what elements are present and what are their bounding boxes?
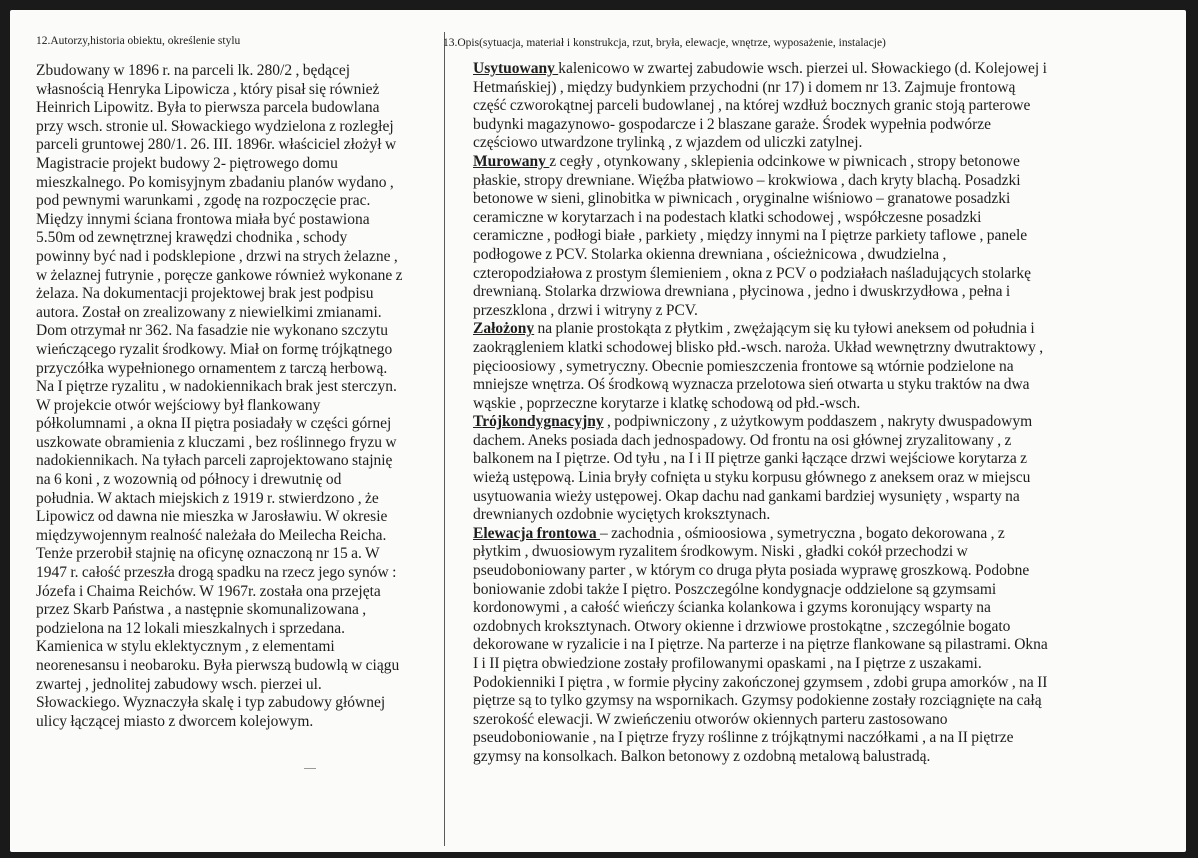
history-text-line: Na I piętrze ryzalitu , w nadokiennikach brak jest sterczyn. [36,378,397,396]
description-text-line [473,60,1168,79]
history-section-header: 12.Autorzy,historia obiektu, określenie stylu [36,35,241,47]
description-text-line [473,692,1168,711]
history-text-line: 5.50m od zewnętrznej krawędzi chodnika , schody [36,229,348,247]
description-line-text: wieżą ustępową. Linia bryły cofnięta u styku korpusu głównego z aneksem oraz w miejscu [473,469,1031,487]
description-line-text: pseudoboniowany parter , w którym co druga płyta posiada wyprawę groszkową. Podobne [473,562,1030,580]
description-text-line [473,469,1168,488]
description-line-text: , podpiwniczony , z użytkowym poddaszem , nakryty dwuspadowym [603,413,1033,431]
description-line-text: wąskie , poprzeczne korytarze i klatkę schodową od płd.-wsch. [473,394,861,412]
description-text-line [473,209,1168,228]
history-text-line: przez Skarb Państwa , a następnie skomunalizowana , [36,601,367,619]
section-keyword: Trójkondygnacyjny [473,413,604,431]
history-text-line: Kamienica w stylu eklektycznym , z elementami [36,638,335,656]
pencil-mark [304,768,316,769]
history-text-line: półkolumnami , a okna II piętra posiadały w części górnej [36,415,392,433]
description-line-text: drewnianych ozdobnie wyciętych kroksztynach. [473,506,771,524]
history-text-line: południa. W aktach miejskich z 1919 r. stwierdzono , że [36,489,379,507]
history-text-line: Zbudowany w 1896 r. na parceli lk. 280/2 , będącej [36,62,351,79]
description-line-text: zaokrągleniem klatki schodowej blisko płd.-wsch. naroża. Układ wewnętrzny dwutraktowy , [473,338,1044,356]
description-line-text: betonowe w sieni, glinobitka w piwnicach , oryginalne wiśniowo – granatowe posadzki [473,190,1011,208]
description-line-text: ceramiczne w korytarzach i na podestach klatki schodowej , współczesne posadzki [473,208,982,226]
description-text-line [473,432,1168,451]
section-keyword: Murowany [473,152,550,170]
description-line-text: płaskie, stropy drewniane. Więźba płatwiowo – krokwiowa , dach kryty blachą. Posadzki [473,171,1021,189]
history-text-line: przy wsch. stronie ul. Słowackiego wydzielona z rozległej [36,117,394,135]
history-text-line: mieszkalnego. Po komisyjnym zbadaniu planów wydano , [36,173,394,191]
history-text-line: powinny być nad i podsklepione , drzwi na strych żelazne , [36,247,398,265]
description-line-text: drewnianą. Stolarka drzwiowa drewniana , płycinowa , jedno i dwuskrzydłowa , pełna i [473,283,1011,301]
description-line-text: częściowo utwardzone trylinką , z wjazdem od uliczki zatylnej. [473,134,863,152]
description-text-line [473,450,1168,469]
history-text-line: Dom otrzymał nr 362. Na fasadzie nie wykonano szczytu [36,322,388,340]
section-keyword: Założony [473,320,535,338]
description-text-line [473,618,1168,637]
description-text-line [473,636,1168,655]
description-line-text: piętrze są to tylko gzymsy na wspornikach. Gzymsy podokienne zostały rozciągnięte na całą [473,692,1042,710]
description-text-line [473,320,1168,339]
history-text-line: W projekcie otwór wejściowy był flankowany [36,396,321,414]
description-line-text: dekorowane w ryzalicie i na I piętrze. Na parterze i na piętrze flankowane są pilastrami. Okna [473,636,1048,654]
description-line-text: kalenicowo w zwartej zabudowie wsch. pierzei ul. Słowackiego (d. Kolejowej i [558,60,1047,77]
history-text-line: Tenże przerobił stajnię na oficynę oznaczoną nr 15 a. W [36,545,380,563]
description-text-line [473,562,1168,581]
description-text-line [473,227,1168,246]
description-column [443,36,1168,767]
history-text-line: nadokiennikach. Na tyłach parceli zaprojektowano stajnię [36,452,393,470]
description-line-text: ozdobnych kroksztynach. Otwory okienne i drzwiowe prostokątne , szczególnie bogato [473,617,1011,635]
history-text-line: wieńczącego ryzalit środkowy. Miał on formę trójkątnego [36,340,393,358]
description-line-text: przeszklona , drzwi i witryny z PCV. [473,301,698,319]
description-line-text: ceramiczne , podłogi białe , parkiety , między innymi na I piętrze parkiety taflowe , panele [473,227,1028,245]
description-line-text: czteropodziałowa z prostym ślemieniem , okna z PCV o podziałach naśladujących stolarkę [473,264,1032,282]
description-text-line [473,339,1168,358]
history-text-line: Słowackiego. Wyznaczyła skalę i typ zabudowy głównej [36,694,386,712]
section-keyword: Elewacja frontowa [473,524,600,542]
description-text-line [473,134,1168,153]
description-text-line [473,395,1168,414]
history-text-line: 1947 r. całość przeszła drogą spadku na rzecz jego synów : [36,564,397,582]
history-text-line: autora. Został on zrealizowany z niewielkimi zmianami. [36,303,382,321]
description-line-text: – zachodnia , ośmioosiowa , symetryczna , bogato dekorowana , z [600,524,1005,542]
description-text-line [473,172,1168,191]
description-text-line [473,506,1168,525]
description-line-text: budynki magazynowo- gospodarcze i 2 blaszane garaże. Środek wypełnia podwórze [473,115,992,133]
history-text-line: Magistracie projekt budowy 2- piętrowego domu [36,154,338,172]
description-text-line [473,674,1168,693]
description-text-line [473,543,1168,562]
history-text-line: zwartej , jednolitej zabudowy wsch. pierzei ul. [36,675,322,693]
description-text [473,60,1168,767]
history-text-line: uszkowate obramienia z kluczami , bez roślinnego fryzu w [36,433,397,451]
history-text-line: przyczółka wypełnionego ornamentem z tarczą herbową. [36,359,388,377]
document-sheet [10,10,1186,852]
description-line-text: balkonem na I piętrze. Od tyłu , na I i II piętrze ganki łączące drzwi wejściowe korytarza z [473,450,1027,468]
description-text-line [473,283,1168,302]
history-text-line: Między innymi ściana frontowa miała być postawiona [36,210,370,228]
description-text-line [473,358,1168,377]
description-line-text: pseudoboniowanie , na I piętrze fryzy roślinne z trójkątnymi naczółkami , a na II piętrze [473,729,1014,747]
description-text-line [473,376,1168,395]
description-text-line [473,153,1168,172]
description-line-text: Podokienniki I piętra , w formie płyciny zakończonej gzymsem , zdobi grupa amorków , na II [473,673,1048,691]
description-text-line [473,413,1168,432]
description-text-line [473,581,1168,600]
history-text-line: Heinrich Lipowitz. Była to pierwsza parcela budowlana [36,99,380,117]
description-text-line [473,116,1168,135]
description-line-text: gzymsy na konsolkach. Balkon betonowy z ozdobną metalową balustradą. [473,747,931,765]
description-line-text: z cegły , otynkowany , sklepienia odcinkowe w piwnicach , stropy betonowe [549,152,1020,170]
history-text-line: w żelaznej futrynie , poręcze gankowe również wykonane z [36,266,403,284]
history-text-line: parceli gruntowej 280/1. 26. III. 1896r. właściciel złożył w [36,136,397,154]
description-text-line [473,265,1168,284]
description-line-text: boniowanie zdobi także I piętro. Poszczególne kondygnacje oddzielone są gzymsami [473,580,997,598]
description-text-line [473,599,1168,618]
section-keyword: Usytuowany [473,60,559,77]
history-text [36,62,440,731]
history-column [36,34,440,731]
description-text-line [473,190,1168,209]
description-line-text: I i II piętra obwiedzione zostały profilowanymi opaskami , na I piętrze z uszakami. [473,655,982,672]
description-section-header: 13.Opis(sytuacja, materiał i konstrukcja, rzut, bryła, elewacje, wnętrze, wyposażenie, instalacje) [443,37,886,49]
history-text-line: na 6 koni , z wozownią od północy i drewutnię od [36,471,342,489]
description-line-text: usytuowania wieży ustępowej. Okap dachu nad gankami bardziej wysunięty , wsparty na [473,487,1020,505]
history-text-line: własnością Henryka Lipowicza , który pisał się również [36,80,380,98]
description-line-text: szerokość elewacji. W zwieńczeniu otworów okiennych parteru zastosowano [473,710,948,728]
history-text-line: neorenesansu i neobaroku. Była pierwszą budowlą w ciągu [36,657,400,674]
description-line-text: Hetmańskiej) , między budynkiem przychodni (nr 17) i domem nr 13. Zajmuje frontową [473,78,1016,96]
description-line-text: podłogowe z PCV. Stolarka okienna drewniana , ościeżnicowa , dwudzielna , [473,245,947,263]
description-text-line [473,748,1168,767]
history-text-line: podzielona na 12 lokali mieszkalnych i sprzedana. [36,619,346,637]
history-text-line: pod pewnymi warunkami , zgodę na rozpoczęcie prac. [36,192,371,210]
history-text-line: Józefa i Chaima Reichów. W 1967r. została ona przejęta [36,582,381,600]
description-text-line [473,302,1168,321]
description-text-line [473,729,1168,748]
description-text-line [473,79,1168,98]
description-text-line [473,525,1168,544]
description-text-line [473,655,1168,674]
description-line-text: pięcioosiowy , symetryczny. Obecnie pomieszczenia frontowe są wtórnie podzielone na [473,357,1014,375]
description-text-line [473,488,1168,507]
description-line-text: kordonowymi , a całość wieńczy ścianka kolankowa i gzyms koronujący wsparty na [473,599,991,617]
history-text-line: żelaza. Na dokumentacji projektowej brak jest podpisu [36,285,374,303]
description-line-text: dachem. Aneks posiada dach jednospadowy. Od frontu na osi głównej zryzalitowany , z [473,431,1012,449]
description-line-text: mniejsze wnętrza. Oś środkową wyznacza przelotowa sień otwarta u styku traktów na dwa [473,376,1030,394]
description-line-text: płytkim , dwuosiowym ryzalitem środkowym. Niski , gładki cokół przechodzi w [473,543,968,561]
description-text-line [473,246,1168,265]
history-text-line: międzywojennym realność należała do Meilecha Reicha. [36,526,387,544]
history-text-line: ulicy łączącej miasto z dworcem kolejowym. [36,712,314,730]
description-text-line [473,711,1168,730]
history-text-line: Lipowicz od dawna nie mieszka w Jarosławiu. W okresie [36,508,388,526]
description-line-text: część czworokątnej parceli budowlanej , na której wzdłuż bocznych granic stoją parterowe [473,97,1031,115]
description-text-line [473,97,1168,116]
description-line-text: na planie prostokąta z płytkim , zwężającym się ku tyłowi aneksem od południa i [534,320,1035,338]
